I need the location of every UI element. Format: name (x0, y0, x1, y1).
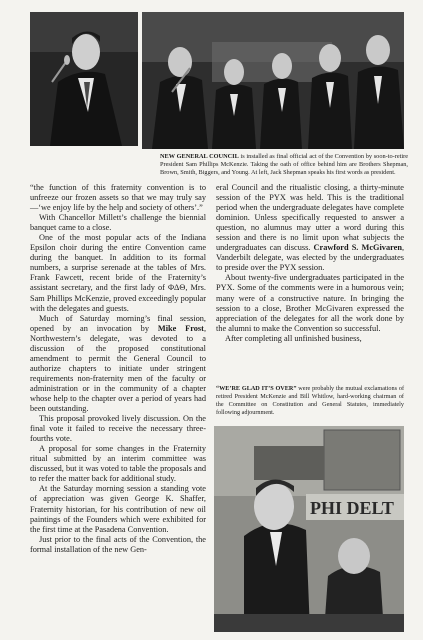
paragraph-text: , Vanderbilt delegate, was elected by the undergraduates to preside over the PYX session. (216, 243, 405, 273)
paragraph-text: Much of Saturday morning’s final session, opened by an invocation by (30, 313, 206, 333)
paragraph: With Chancellor Millett’s challenge the biennial banquet came to a close. (30, 213, 206, 233)
paragraph: A proposal for some changes in the Fraternity ritual submitted by an interim committee was discussed, but it was voted to table the proposals and to refer the matter back for additional study. (30, 444, 206, 484)
top-photo-caption (160, 153, 408, 178)
bottom-photo-caption (216, 385, 404, 417)
officers-at-table-photo (214, 426, 404, 632)
officers-at-table-icon (214, 426, 404, 632)
paragraph: One of the most popular acts of the Indiana Epsilon choir during the entire Convention came during the banquet. In addition to its formal numbers, a surprise serenade at the tables of Mrs. Frank Fawcett, recent bride of the Fraternity’s assistant secretary, and the first lady of ΦΔΘ, Mrs. Sam Phillips McKenzie, proved exceedingly popular with the delegates and guests. (30, 233, 206, 313)
council-group-photo (142, 12, 404, 149)
paragraph (216, 183, 404, 273)
paragraph: After completing all unfinished business, (225, 333, 362, 343)
caption-lead: “WE’RE GLAD IT’S OVER” (216, 385, 297, 392)
council-group-icon (142, 12, 404, 149)
man-at-microphone-photo (30, 12, 138, 146)
paragraph: At the Saturday morning session a standing vote of appreciation was given George K. Shaffer, Fraternity historian, for his contribution of new oil paintings of the Founders which were exhibited for the first time at the Pasadena Convention. (30, 484, 206, 534)
man-at-microphone-icon (30, 12, 138, 146)
caption-lead: NEW GENERAL COUNCIL (160, 153, 239, 160)
left-column (30, 183, 206, 555)
caption-text: is installed as final official act of the Convention by soon-to-retire President Sam Phillips McKenzie. Taking the oath of office behind him are Brothers Shepman, Brown, Smith, Biggers, and Young. At left, Jack Shepman speaks his first words as president. (160, 153, 409, 177)
person-name: Crawford S. McGivaren (313, 243, 402, 253)
paragraph: This proposal provoked lively discussion. On the final vote it failed to receive the necessary three-fourths vote. (30, 414, 206, 444)
paragraph (30, 314, 206, 414)
paragraph-text: eral Council and the ritualistic closing, a thirty-minute session of the PYX was held. This is the traditional period when the undergraduate delegates have complete dominion. Unless specifically requested to answer a question, no alumnus may utter a word during this session and there is no limit upon what subjects the undergraduates can discuss. (216, 183, 404, 253)
caption-text: were probably the mutual exclamations of retired President McKenzie and Bill Whitlow, hard-working chairman of the Committee on Constitution and General Statutes, immediately following adjournment. (216, 385, 405, 416)
paragraph: Just prior to the final acts of the Convention, the formal installation of the new Gen- (30, 534, 206, 554)
person-name: Mike Frost (157, 323, 204, 333)
paragraph-text: , Northwestern’s delegate, was devoted to a discussion of the proposed constitutional amendment to permit the General Council to authorize chapters to initiate under stringent requirements non-fraternity men of the faculty or administration or in the community of a chapter whose help to the chapter over a period of years had been outstanding. (30, 323, 207, 414)
paragraph: “the function of this fraternity convention is to unfreeze our frozen assets so that we may truly say—‘we enjoy life by the help and society of others’.” (30, 183, 206, 213)
banner-text: PHI DELT (310, 498, 394, 518)
right-column (216, 183, 404, 344)
paragraph: About twenty-five undergraduates participated in the PYX. Some of the comments were in a humorous vein; many were of a constructive nature. In bringing the session to a close, Brother McGivaren expressed the appreciation of the delegates for all the work done by the alumni to make the Convention so successful. (216, 273, 404, 333)
